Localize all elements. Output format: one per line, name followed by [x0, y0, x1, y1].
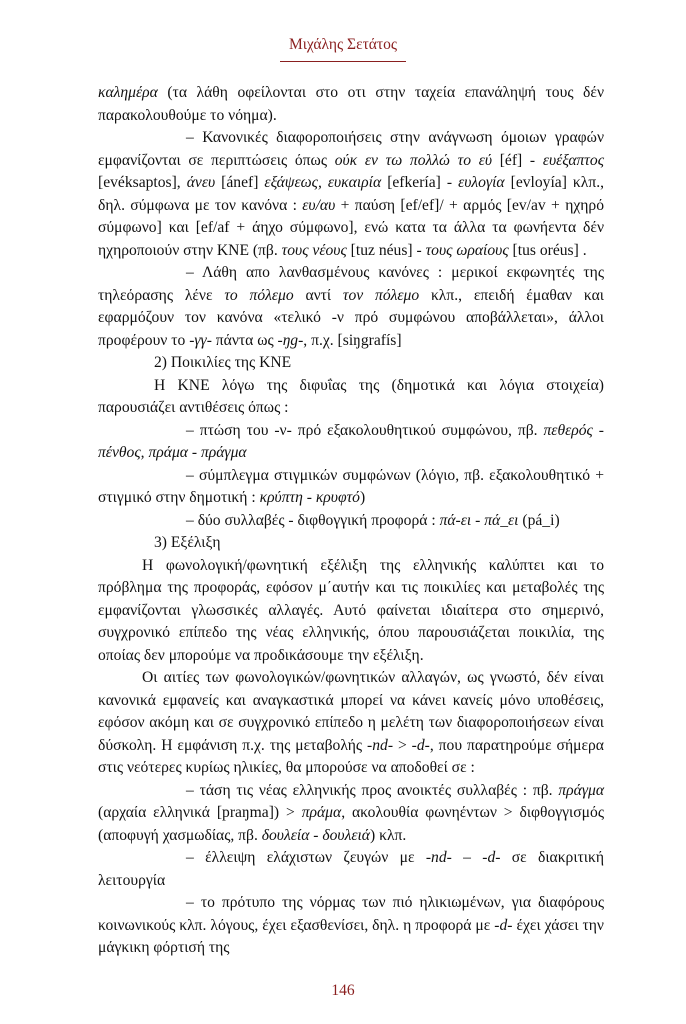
italic-term: άνευ — [186, 174, 216, 191]
text-run: + παύση [ef/ef]/ + αρμός [ev/av + ηχηρό σύμφωνο] και [ef/af + άηχο σύμφωνο], ενώ κατα τα άλλα τα φωνήεντα δέν ηχηροποιούν στην ΚΝΕ (πβ. — [98, 196, 605, 259]
text-run: – σύμπλεγμα στιγμικών συμφώνων (λόγιο, πβ. εξακολουθητικό + στιγμικό στην δημοτική : — [98, 466, 604, 506]
paragraph-3 — [98, 262, 604, 352]
text-run: [tuz néus] - — [346, 241, 426, 259]
text-run: [éf] - — [492, 151, 543, 169]
italic-term: τον πόλεμο — [342, 286, 420, 304]
italic-term: ευέξαπτος — [542, 151, 605, 169]
text-run: [evloyía] κλπ., δηλ. σύμφωνα με τον κανόνα : — [98, 174, 605, 214]
paragraph-6 — [98, 465, 604, 510]
italic-term: nd — [431, 849, 447, 866]
text-run: ) — [359, 489, 366, 506]
text-run: [tus oréus] . — [508, 241, 587, 259]
paragraph-11 — [98, 847, 604, 892]
paragraph-12 — [98, 892, 604, 960]
italic-term: ŋg — [282, 331, 299, 349]
text-run: – Κανονικές διαφοροποιήσεις στην ανάγνωση όμοιων γραφών εμφανίζονται σε περιπτώσεις όπως — [98, 129, 604, 169]
text-run: -, που παρατηρούμε σήμερα στις νεότερες κυρίως ηλικίες, θα μπορούσε να αποδοθεί σε : — [98, 736, 604, 776]
text-run: – Λάθη απο λανθασμένους κανόνες : μερικοί εκφωνητές της τηλεόρασης λένε — [98, 264, 604, 304]
italic-term: d — [499, 916, 508, 934]
paragraph-7 — [98, 510, 604, 533]
italic-term: πράμα — [301, 804, 342, 821]
italic-term: d — [487, 849, 496, 866]
paragraph-5 — [98, 420, 604, 465]
italic-term: πά-ει - πά_ει — [439, 511, 519, 529]
page-body — [98, 82, 604, 960]
italic-term: τους νέους — [281, 241, 347, 259]
text-run: αντί — [293, 286, 343, 304]
paragraph-4: Η ΚΝΕ λόγω της διφυΐας της (δημοτικά και λόγια στοιχεία) παρουσιάζει αντιθέσεις όπως : — [98, 376, 604, 416]
text-run: (αρχαία ελληνικά [praŋma]) > — [98, 804, 302, 821]
paragraph-2 — [98, 127, 604, 262]
text-run: - πάντα ως - — [206, 331, 283, 349]
text-run: - – - — [446, 849, 488, 866]
paragraph-8: Η φωνολογική/φωνητική εξέλιξη της ελληνικής καλύπτει και το πρόβλημα της προφοράς, εφόσον μ΄αυτήν και τις ποικιλίες και μεταβολές της εμφανίζονται γλωσσικές αλλαγές. Αυτό φαίνεται ιδιαίτερα στο σημερινό, συγχρονικό επίπεδο της νέας ελληνικής, όπου παρουσιάζεται ποικιλία, της οποίας δεν μπορούμε να προδικάσουμε την εξέλιξη. — [98, 556, 604, 664]
text-run: (pá_i) — [518, 511, 560, 529]
italic-term: πεθερός - πένθος, πράμα - πράγμα — [98, 421, 604, 461]
section-heading-2: 2) Ποικιλίες της ΚΝΕ — [154, 354, 292, 371]
text-run: - σε διακριτική λειτουργία — [98, 849, 605, 889]
paragraph-10 — [98, 780, 604, 848]
section-heading-3: 3) Εξέλιξη — [154, 534, 221, 551]
text-run: - έχει χάσει την μάγκικη φόρτισή της — [98, 916, 604, 956]
text-run: – έλλειψη ελάχιστων ζευγών με - — [186, 849, 432, 866]
italic-term: ευλογία — [458, 174, 505, 191]
text-run: – το πρότυπο της νόρμας των πιό ηλικιωμένων, για διαφόρους κοινωνικούς κλπ. λόγους, έχει εξασθενίσει, δηλ. η προφορά με - — [98, 894, 604, 934]
italic-term: δουλεία - δουλειά — [261, 826, 370, 844]
italic-term: τους ωραίους — [425, 241, 509, 259]
paragraph-1 — [98, 82, 604, 127]
italic-term: καλημέρα — [98, 84, 158, 101]
italic-term: ούκ εν τω πολλώ το εύ — [334, 151, 493, 169]
text-run: – πτώση του -ν- πρό εξακολουθητικού συμφώνου, πβ. — [186, 421, 544, 439]
italic-term: ευ/αυ — [302, 196, 336, 214]
text-run: κλπ., επειδή έμαθαν και εφαρμόζουν τον κανόνα «τελικό -ν πρό συμφώνου αποβάλλεται», άλλοι προφέρουν το - — [98, 286, 604, 349]
text-run: [ánef] — [215, 174, 265, 191]
italic-term: εξάψεως, ευκαιρία — [264, 174, 382, 191]
italic-term: nd — [372, 736, 388, 754]
italic-term: το πόλεμο — [224, 286, 294, 304]
text-run: (τα λάθη οφείλονται στο οτι στην ταχεία επανάληψή τους δέν παρακολουθούμε το νόημα). — [98, 84, 604, 124]
text-run: [evéksaptos], — [98, 174, 187, 191]
italic-term: κρύπτη - κρυφτό — [259, 489, 360, 506]
text-run: Οι αιτίες των φωνολογικών/φωνητικών αλλαγών, ως γνωστό, δέν είναι κανονικά εμφανείς και αναγκαστικά μπορεί να κάνει κανείς μόνο υποθέσεις, εφόσον ακόμη και σε συγχρονικό επίπεδο η μελέτη των διαφοροποιήσεων είναι δύσκολη. Η εμφάνιση π.χ. της μεταβολής - — [98, 669, 604, 754]
text-run: [efkería] - — [381, 174, 459, 191]
text-run: ) κλπ. — [370, 826, 407, 844]
running-header: Μιχάλης Σετάτος — [288, 36, 398, 53]
text-run: , ακολουθία φωνηέντων > διφθογγισμός (αποφυγή χασμωδίας, πβ. — [98, 804, 604, 844]
italic-term: d — [416, 736, 425, 754]
header-underline — [280, 61, 406, 62]
italic-term: γγ — [194, 331, 207, 349]
text-run: – τάση τις νέας ελληνικής προς ανοικτές συλλαβές : πβ. — [186, 781, 559, 799]
text-run: - > - — [387, 736, 417, 754]
text-run: -, π.χ. [siŋgrafís] — [298, 331, 402, 349]
paragraph-9 — [98, 667, 604, 780]
text-run: – δύο συλλαβές - διφθογγική προφορά : — [186, 511, 440, 529]
page-number: 146 — [331, 982, 355, 999]
italic-term: πράγμα — [558, 781, 604, 799]
